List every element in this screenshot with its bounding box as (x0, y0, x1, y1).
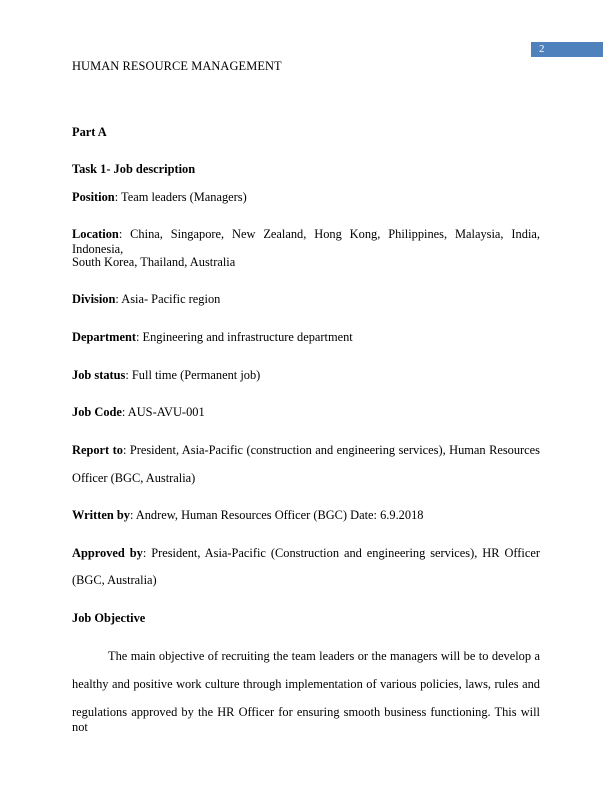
approved-by-field (72, 546, 540, 561)
job-objective-line-1: The main objective of recruiting the team leaders or the managers will be to develop a (108, 649, 540, 663)
report-to-field-cont: Officer (BGC, Australia) (72, 471, 196, 485)
report-to-field (72, 443, 540, 458)
position-field (72, 190, 247, 205)
approved-by-value: : President, Asia-Pacific (Construction and engineering services), HR Officer (142, 546, 540, 560)
division-field (72, 292, 220, 307)
job-objective-heading: Job Objective (72, 611, 146, 625)
job-code-field (72, 405, 205, 420)
written-by-field (72, 508, 423, 523)
running-head: HUMAN RESOURCE MANAGEMENT (72, 59, 282, 73)
written-by-value: : Andrew, Human Resources Officer (BGC) Date: 6.9.2018 (129, 508, 424, 522)
location-label: Location (72, 227, 119, 241)
approved-by-label: Approved by (72, 546, 143, 560)
division-label: Division (72, 292, 116, 306)
job-objective-line-2: healthy and positive work culture through implementation of various policies, laws, rules and (72, 677, 540, 691)
part-heading: Part A (72, 125, 107, 139)
page-number: 2 (531, 42, 603, 57)
job-objective-line-3: regulations approved by the HR Officer for ensuring smooth business functioning. This will not (72, 705, 540, 734)
job-status-field (72, 368, 260, 383)
approved-by-field-cont: (BGC, Australia) (72, 573, 157, 587)
job-status-value: : Full time (Permanent job) (125, 368, 261, 382)
written-by-label: Written by (72, 508, 130, 522)
position-label: Position (72, 190, 115, 204)
location-value: : China, Singapore, New Zealand, Hong Kong, Philippines, Malaysia, India, Indonesia, (72, 227, 540, 256)
division-value: : Asia- Pacific region (115, 292, 221, 306)
position-value: : Team leaders (Managers) (114, 190, 247, 204)
report-to-value: : President, Asia-Pacific (construction and engineering services), Human Resources (122, 443, 540, 457)
report-to-label: Report to (72, 443, 123, 457)
job-code-label: Job Code (72, 405, 122, 419)
job-code-value: : AUS-AVU-001 (121, 405, 205, 419)
department-label: Department (72, 330, 136, 344)
location-field (72, 227, 540, 257)
location-field-cont: South Korea, Thailand, Australia (72, 255, 236, 269)
department-value: : Engineering and infrastructure department (136, 330, 353, 344)
department-field (72, 330, 353, 345)
job-status-label: Job status (72, 368, 126, 382)
task-heading: Task 1- Job description (72, 162, 196, 176)
